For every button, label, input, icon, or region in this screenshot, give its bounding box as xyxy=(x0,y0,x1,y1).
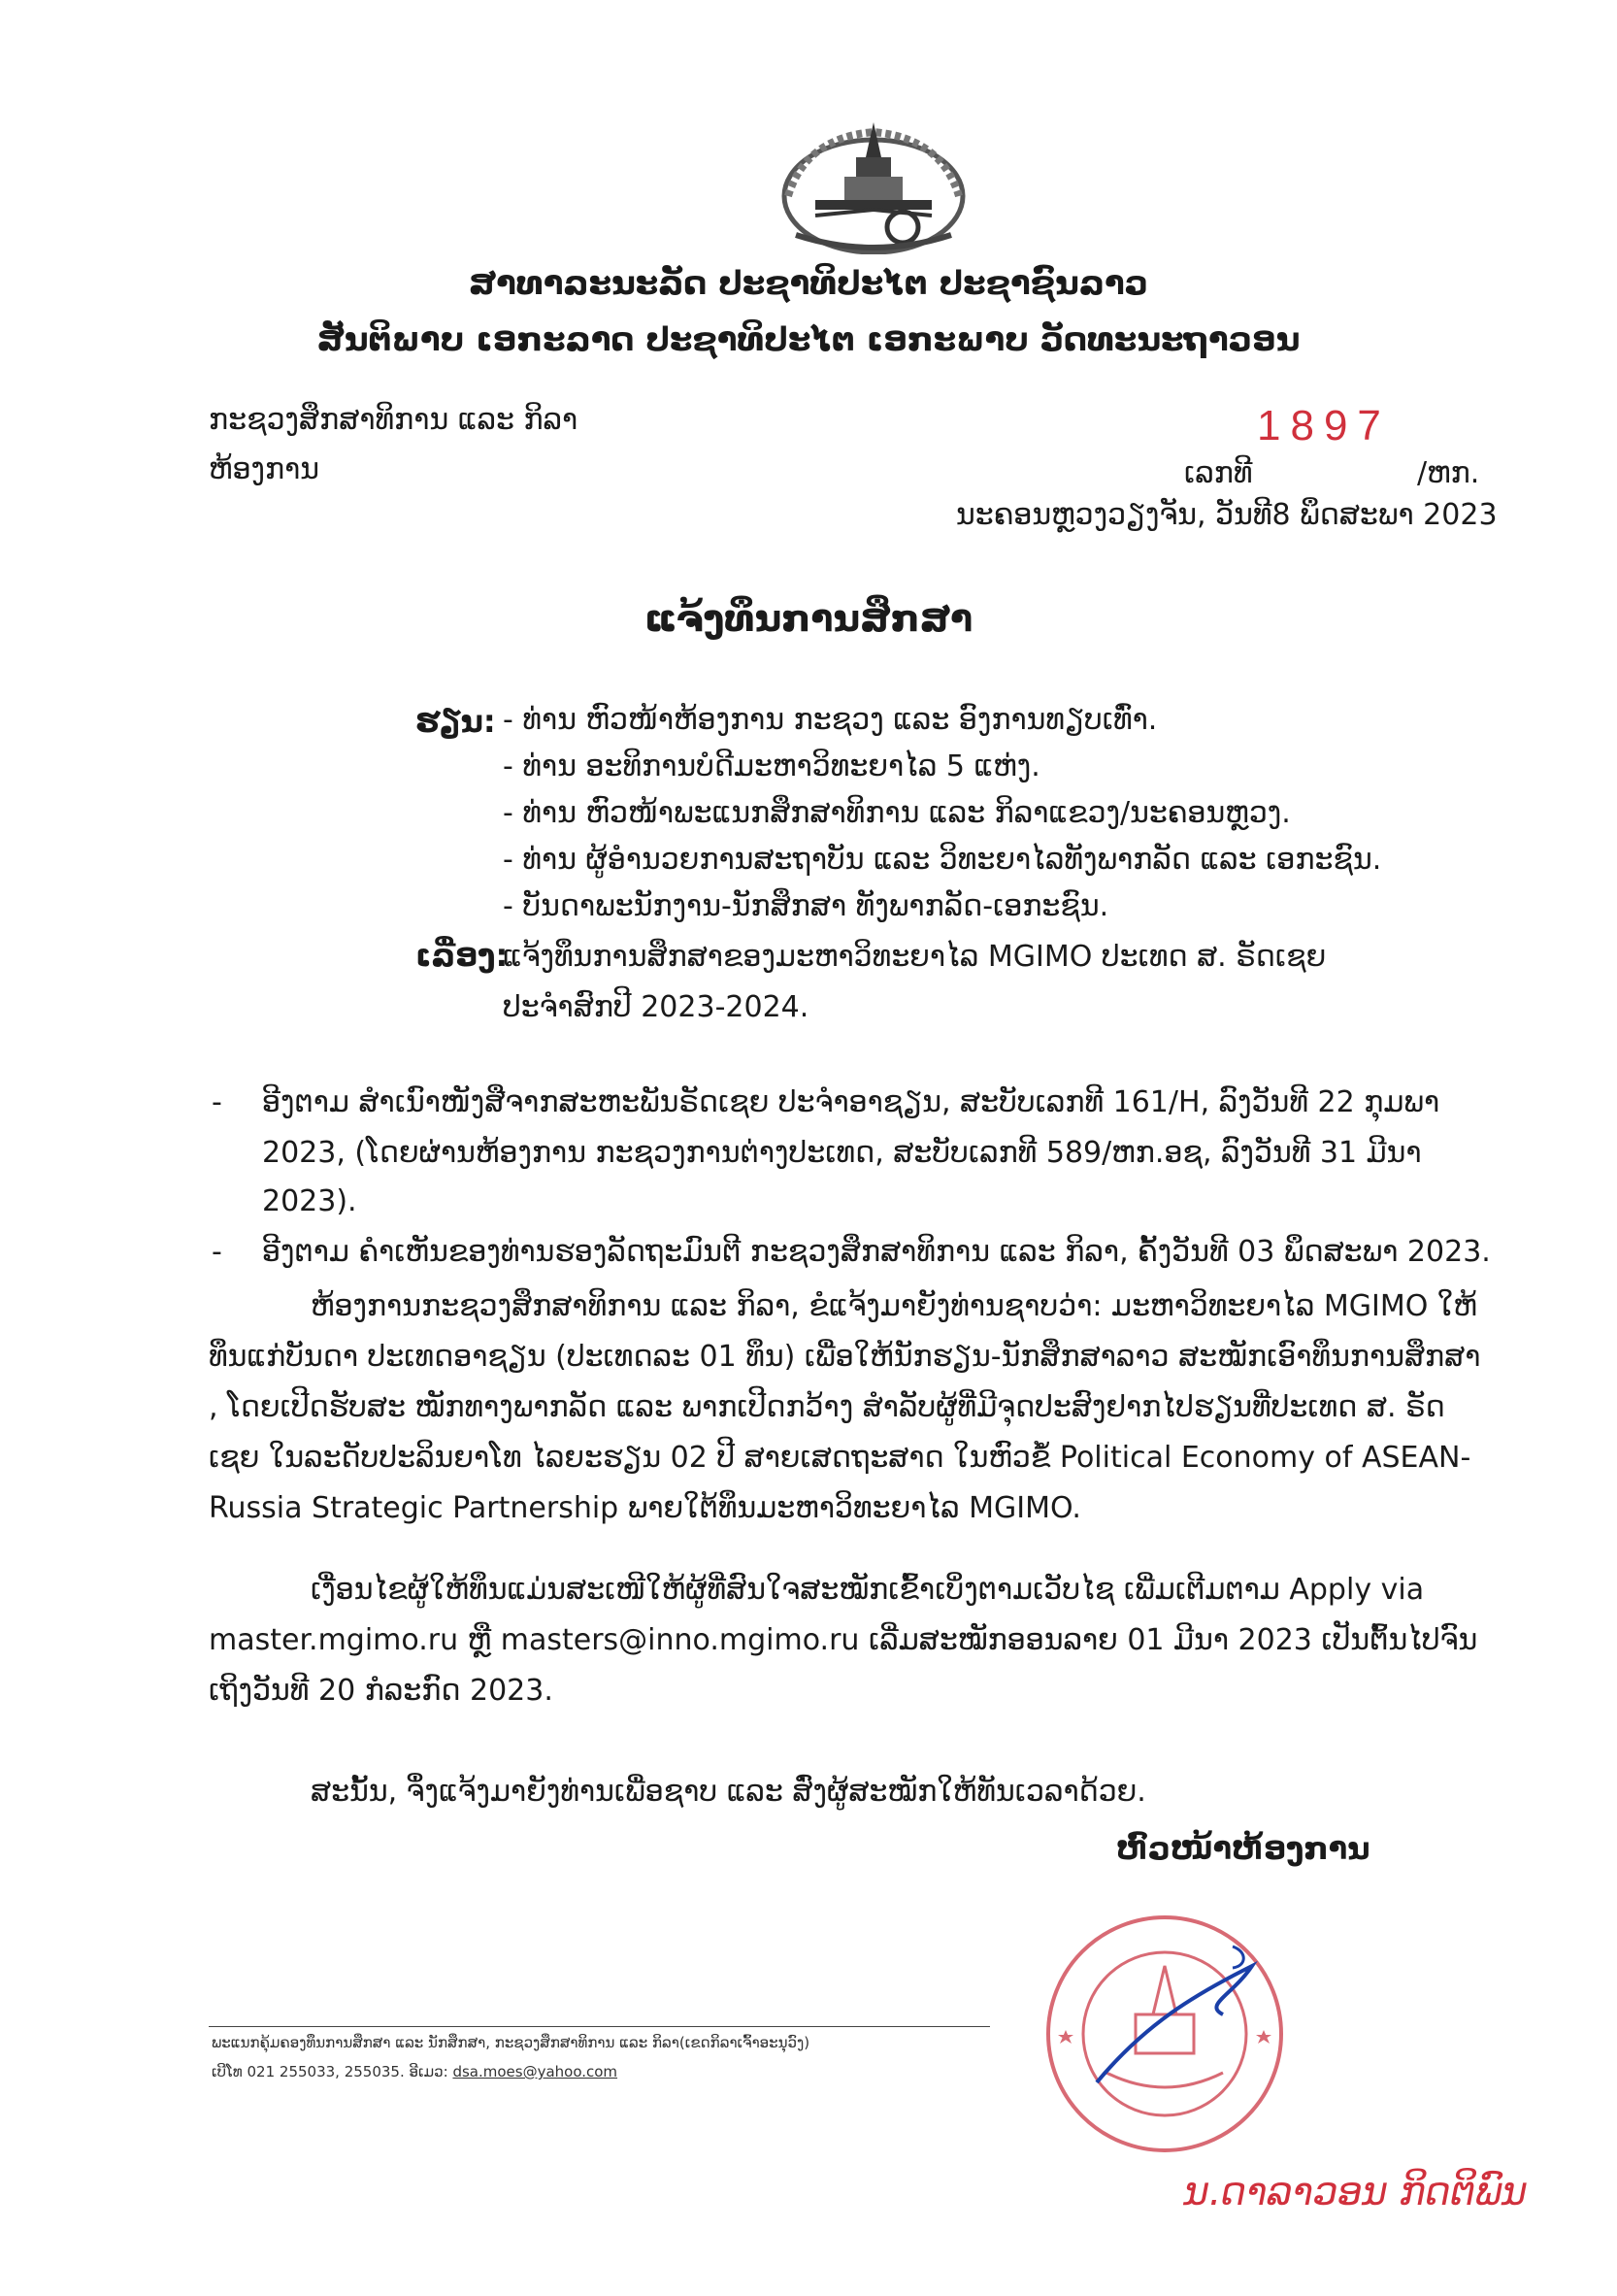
national-emblem-icon xyxy=(776,118,971,254)
footer-divider xyxy=(209,2026,990,2027)
recipient-item: - ທ່ານ ຫົວໜ້າຫ້ອງການ ກະຊວງ ແລະ ອົງການທຽບເທົ່າ. xyxy=(503,703,1158,737)
reference-number-label: ເລກທີ xyxy=(1184,456,1253,490)
reference-bullet: - xyxy=(212,1235,222,1269)
footer-phone: ເບີໂທ 021 255033, 255035. ອີເມວ: xyxy=(212,2063,453,2080)
body-p2-line-1: ເງື່ອນໄຂຜູ້ໃຫ້ທຶນແມ່ນສະເໜີໃຫ້ຜູ້ທີ່ສົນໃຈສະໝັກເຂົ້າເບິ່ງຕາມເວັບໄຊ ເພີ່ມເຕີມຕາມ Apply via xyxy=(311,1573,1425,1607)
reference-number xyxy=(1257,402,1391,450)
recipient-item: - ທ່ານ ຜູ້ອຳນວຍການສະຖາບັນ ແລະ ວິທະຍາໄລທັງພາກລັດ ແລະ ເອກະຊົນ. xyxy=(503,843,1382,877)
reference-1-line-3: 2023). xyxy=(262,1184,357,1218)
subject-label: ເລື່ອງ: xyxy=(415,937,509,974)
recipient-item: - ບັນດາພະນັກງານ-ນັກສຶກສາ ທັງພາກລັດ-ເອກະຊົນ. xyxy=(503,889,1109,923)
reference-number-value: 1897 xyxy=(1257,402,1391,449)
letter-title: ແຈ້ງທຶນການສຶກສາ xyxy=(644,597,974,640)
footer-email-link[interactable]: dsa.moes@yahoo.com xyxy=(452,2063,618,2080)
reference-bullet: - xyxy=(212,1085,222,1119)
reference-1-line-1: ອີງຕາມ ສຳເນົາໜັງສືຈາກສະຫະພັນຣັດເຊຍ ປະຈຳອາຊຽນ, ສະບັບເລກທີ 161/H, ລົງວັນທີ 22 ກຸມພາ xyxy=(262,1085,1440,1119)
subject-line-1: ແຈ້ງທຶນການສຶກສາຂອງມະຫາວິທະຍາໄລ MGIMO ປະເທດ ສ. ຣັດເຊຍ xyxy=(503,940,1327,974)
body-p1-line-3: , ໂດຍເປີດຮັບສະ ໝັກທາງພາກລັດ ແລະ ພາກເປີດກວ້າງ ສຳລັບຜູ້ທີ່ມີຈຸດປະສົງຢາກໄປຮຽນທີ່ປະເທດ ສ. ຣັດ xyxy=(209,1390,1445,1424)
body-p1-line-1: ຫ້ອງການກະຊວງສຶກສາທິການ ແລະ ກິລາ, ຂໍແຈ້ງມາຍັງທ່ານຊາບວ່າ: ມະຫາວິທະຍາໄລ MGIMO ໃຫ້ xyxy=(311,1289,1477,1323)
body-p2-line-3: ເຖິງວັນທີ 20 ກໍລະກົດ 2023. xyxy=(209,1674,553,1708)
closing-sentence: ສະນັ້ນ, ຈຶ່ງແຈ້ງມາຍັງທ່ານເພື່ອຊາບ ແລະ ສົ່ງຜູ້ສະໝັກໃຫ້ທັນເວລາດ້ວຍ. xyxy=(311,1775,1146,1809)
letter-date: ນະຄອນຫຼວງວຽງຈັນ, ວັນທີ8 ພຶດສະພາ 2023 xyxy=(956,498,1498,532)
footer-address: ພະແນກຄຸ້ມຄອງທຶນການສຶກສາ ແລະ ນັກສຶກສາ, ກະຊວງສຶກສາທິການ ແລະ ກິລາ(ເຂດກິລາເຈົ້າອະນຸວົງ) xyxy=(212,2034,810,2051)
recipients-label: ຮຽນ: xyxy=(415,703,496,740)
signatory-name: ນ.ດາລາວອນ ກິດຕິພົນ xyxy=(1184,2170,1528,2214)
body-p2-line-2: master.mgimo.ru ຫຼື masters@inno.mgimo.ru ເລີ່ມສະໝັກອອນລາຍ 01 ມີນາ 2023 ເປັນຕົ້ນໄປຈົນ xyxy=(209,1623,1478,1657)
motto-line-2: ສັນຕິພາບ ເອກະລາດ ປະຊາທິປະໄຕ ເອກະພາບ ວັດທະນະຖາວອນ xyxy=(316,320,1301,359)
recipient-item: - ທ່ານ ຫົວໜ້າພະແນກສຶກສາທິການ ແລະ ກິລາແຂວງ/ນະຄອນຫຼວງ. xyxy=(503,796,1291,830)
reference-2: ອີງຕາມ ຄຳເຫັນຂອງທ່ານຮອງລັດຖະມົນຕີ ກະຊວງສຶກສາທິການ ແລະ ກິລາ, ຄັ້ງວັນທີ 03 ພຶດສະພາ 2023. xyxy=(262,1235,1491,1269)
signatory-title: ຫົວໜ້າຫ້ອງການ xyxy=(1116,1830,1370,1867)
body-p1-line-5: Russia Strategic Partnership ພາຍໃຕ້ທຶນມະຫາວິທະຍາໄລ MGIMO. xyxy=(209,1491,1081,1525)
sender-department: ຫ້ອງການ xyxy=(209,452,320,486)
body-p1-line-2: ທຶນແກ່ບັນດາ ປະເທດອາຊຽນ (ປະເທດລະ 01 ທຶນ) ເພື່ອໃຫ້ນັກຮຽນ-ນັກສຶກສາລາວ ສະໝັກເອົາທຶນການສຶກສາ xyxy=(209,1340,1481,1374)
subject-line-2: ປະຈຳສົກປີ 2023-2024. xyxy=(503,990,809,1024)
body-p1-line-4: ເຊຍ ໃນລະດັບປະລິນຍາໂທ ໄລຍະຮຽນ 02 ປີ ສາຍເສດຖະສາດ ໃນຫົວຂໍ້ Political Economy of ASEAN- xyxy=(209,1441,1471,1475)
footer-contact xyxy=(212,2063,617,2080)
recipient-item: - ທ່ານ ອະທິການບໍດີມະຫາວິທະຍາໄລ 5 ແຫ່ງ. xyxy=(503,749,1040,783)
sender-ministry: ກະຊວງສຶກສາທິການ ແລະ ກິລາ xyxy=(209,403,578,437)
official-stamp-icon xyxy=(1039,1908,1291,2160)
reference-number-suffix: /ຫກ. xyxy=(1417,456,1480,490)
reference-1-line-2: 2023, (ໂດຍຜ່ານຫ້ອງການ ກະຊວງການຕ່າງປະເທດ, ສະບັບເລກທີ 589/ຫກ.ອຊ, ລົງວັນທີ 31 ມີນາ xyxy=(262,1136,1422,1170)
motto-line-1: ສາທາລະນະລັດ ປະຊາທິປະໄຕ ປະຊາຊົນລາວ xyxy=(469,264,1148,303)
